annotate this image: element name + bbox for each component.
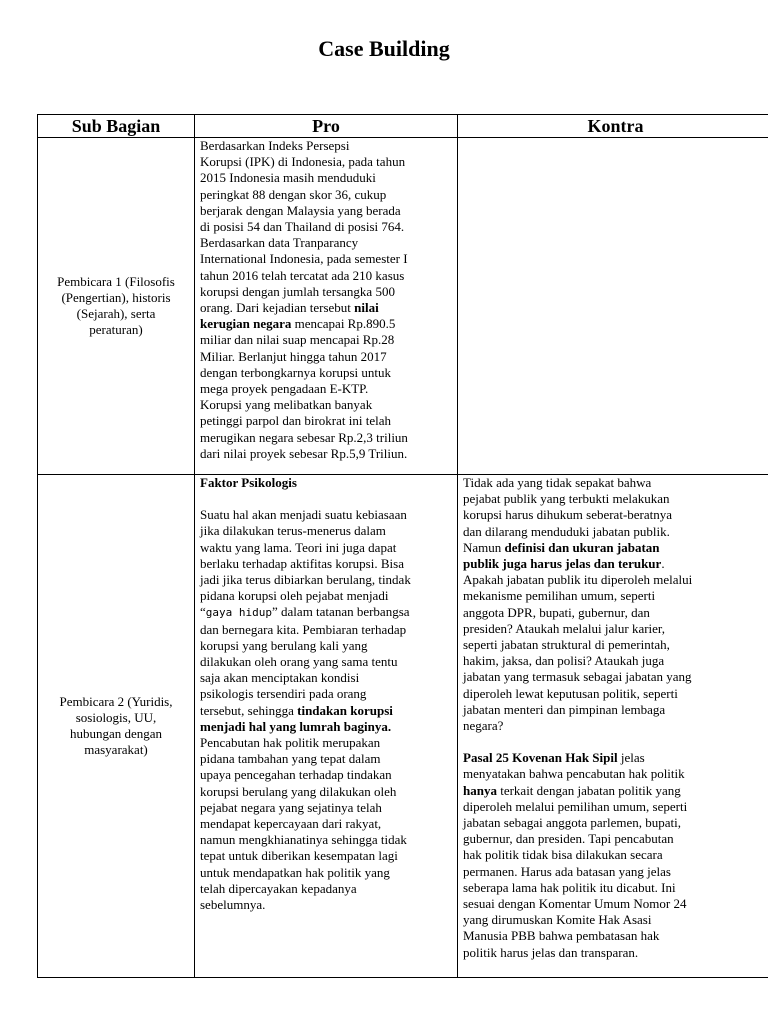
text-line: peringkat 88 dengan skor 36, cukup	[200, 186, 387, 202]
text-span: .	[661, 556, 665, 572]
text-line	[200, 300, 457, 316]
text-line: korupsi dengan jumlah tersangka 500	[200, 283, 395, 299]
text-line: sesuai dengan Komentar Umum Nomor 24	[463, 896, 687, 912]
table-row	[38, 475, 768, 978]
bold-span: tindakan korupsi	[297, 702, 393, 718]
text-line: dan dilarang menduduki jabatan publik.	[463, 523, 670, 539]
text-line	[200, 316, 457, 332]
text-line: Miliar. Berlanjut hingga tahun 2017	[200, 348, 387, 364]
blank-line	[463, 734, 768, 750]
text-line: korupsi harus dihukum seberat-beratnya	[463, 507, 673, 523]
text-span: “	[200, 604, 206, 620]
text-line: presiden? Ataukah melalui jalur karier,	[463, 620, 665, 636]
bold-span: publik juga harus jelas dan terukur	[463, 556, 662, 572]
bold-span: hanya	[463, 782, 497, 798]
text-line: untuk mendapatkan hak politik yang	[200, 864, 390, 880]
text-line	[463, 750, 768, 766]
text-line: pidana tambahan yang tepat dalam	[200, 751, 381, 767]
kontra-cell	[458, 475, 768, 978]
sub-line: peraturan)	[89, 322, 143, 338]
text-line: merugikan negara sebesar Rp.2,3 triliun	[200, 429, 408, 445]
text-line: jabatan yang termasuk sebagai jabatan yang	[463, 669, 692, 685]
text-line: korupsi yang berulang kali yang	[200, 637, 368, 653]
text-line: diperoleh melalui pemilihan umum, seperti	[463, 798, 688, 814]
text-line: berjarak dengan Malaysia yang berada	[200, 202, 401, 218]
pro-cell	[195, 138, 458, 475]
sub-bagian-cell	[38, 138, 195, 475]
text-span: Namun	[463, 539, 505, 555]
text-line: pidana korupsi oleh pejabat menjadi	[200, 588, 389, 604]
text-line: permanen. Harus ada batasan yang jelas	[463, 863, 671, 879]
sub-line: masyarakat)	[84, 742, 148, 758]
text-line: mendapat kepercayaan dari rakyat,	[200, 816, 382, 832]
text-line: menyatakan bahwa pencabutan hak politik	[463, 766, 685, 782]
text-line: International Indonesia, pada semester I	[200, 251, 408, 267]
text-line: tepat untuk diberikan kesempatan lagi	[200, 848, 398, 864]
text-line: tahun 2016 telah tercatat ada 210 kasus	[200, 267, 405, 283]
sub-line: (Sejarah), serta	[76, 306, 156, 321]
text-line: jabatan sebagai anggota parlemen, bupati,	[463, 815, 682, 831]
text-line: petinggi parpol dan birokrat ini telah	[200, 413, 391, 429]
sub-line: (Pengertian), historis	[61, 289, 171, 305]
text-line: Manusia PBB bahwa pembatasan hak	[463, 928, 660, 944]
sub-line: hubungan dengan	[69, 726, 163, 741]
text-line: dengan terbongkarnya korupsi untuk	[200, 364, 391, 380]
sub-line: sosiologis, UU,	[75, 709, 157, 725]
text-line: dan bernegara kita. Pembiaran terhadap	[200, 621, 407, 637]
text-line	[463, 556, 768, 572]
bold-span: kerugian negara	[200, 316, 292, 332]
text-line: hakim, jaksa, dan polisi? Ataukah juga	[463, 653, 665, 669]
bold-line: menjadi hal yang lumrah baginya.	[200, 718, 392, 734]
text-span: ” dalam tatanan berbangsa	[272, 604, 410, 620]
blank-line	[200, 491, 457, 507]
text-line: waktu yang lama. Teori ini juga dapat	[200, 539, 397, 555]
text-line: jabatan menteri dan pimpinan lembaga	[463, 701, 666, 717]
section-heading: Faktor Psikologis	[200, 475, 297, 490]
text-line: Tidak ada yang tidak sepakat bahwa	[463, 475, 652, 490]
text-line: Suatu hal akan menjadi suatu kebiasaan	[200, 507, 407, 523]
text-line: psikologis tersendiri pada orang	[200, 686, 367, 702]
text-line: politik harus jelas dan transparan.	[463, 944, 639, 960]
text-span: mencapai Rp.890.5	[291, 316, 396, 332]
text-line: hak politik tidak bisa dilakukan secara	[463, 847, 663, 863]
text-line: anggota DPR, bupati, gubernur, dan	[463, 604, 650, 620]
text-span: tersebut, sehingga	[200, 702, 298, 718]
sub-bagian-cell	[38, 475, 195, 978]
text-line: di posisi 54 dan Thailand di posisi 764.	[200, 219, 405, 235]
mono-span: gaya hidup	[205, 606, 273, 620]
text-line	[200, 604, 457, 621]
text-line: negara?	[463, 718, 504, 734]
text-line: sebelumnya.	[200, 897, 266, 913]
text-line: diperoleh lewat keputusan politik, seperti	[463, 685, 678, 701]
bold-span: definisi dan ukuran jabatan	[504, 539, 660, 555]
text-line: Pencabutan hak politik merupakan	[200, 735, 381, 751]
table-header-row	[38, 115, 768, 138]
sub-line: Pembicara 2 (Yuridis,	[59, 693, 173, 709]
text-line: jika dilakukan terus-menerus dalam	[200, 523, 386, 539]
header-kontra: Kontra	[458, 115, 768, 138]
bold-span: nilai	[354, 300, 379, 316]
text-line: pejabat negara yang sejatinya telah	[200, 799, 382, 815]
sub-line: Pembicara 1 (Filosofis	[57, 273, 175, 289]
text-line: mega proyek pengadaan E-KTP.	[200, 381, 369, 397]
header-pro: Pro	[195, 115, 458, 138]
bold-span: Pasal 25 Kovenan Hak Sipil	[463, 750, 618, 766]
text-line	[463, 783, 768, 799]
text-line: Korupsi yang melibatkan banyak	[200, 397, 373, 413]
text-line: 2015 Indonesia masih menduduki	[200, 170, 376, 186]
text-line: saja akan menciptakan kondisi	[200, 670, 360, 686]
text-line: telah dipercayakan kepadanya	[200, 880, 357, 896]
text-line: yang dirumuskan Komite Hak Asasi	[463, 912, 652, 928]
text-line: seperti jabatan struktural di pemerintah,	[463, 637, 670, 653]
text-line: miliar dan nilai suap mencapai Rp.28	[200, 332, 395, 348]
text-line	[200, 703, 457, 719]
document-title: Case Building	[318, 36, 450, 61]
text-span: terkait dengan jabatan politik yang	[496, 782, 681, 798]
text-line: Berdasarkan Indeks Persepsi	[200, 138, 350, 153]
table-row	[38, 138, 768, 475]
text-line: jadi jika terus dibiarkan berulang, tindak	[200, 572, 411, 588]
text-line: Apakah jabatan publik itu diperoleh melalui	[463, 572, 693, 588]
text-line: Berdasarkan data Tranparancy	[200, 235, 359, 251]
text-line: seberapa lama hak politik itu dicabut. Ini	[463, 879, 676, 895]
text-line: Korupsi (IPK) di Indonesia, pada tahun	[200, 154, 406, 170]
text-line: pejabat publik yang terbukti melakukan	[463, 491, 670, 507]
header-sub-bagian: Sub Bagian	[38, 115, 195, 138]
text-line: dari nilai proyek sebesar Rp.5,9 Triliun.	[200, 445, 408, 461]
text-span: jelas	[617, 750, 645, 766]
text-line: mekanisme pemilihan umum, seperti	[463, 588, 656, 604]
text-line: upaya pencegahan terhadap tindakan	[200, 767, 392, 783]
text-line: korupsi berulang yang dilakukan oleh	[200, 783, 397, 799]
case-building-table	[37, 114, 768, 978]
text-line	[463, 540, 768, 556]
kontra-cell-empty	[458, 138, 768, 475]
text-line: berlaku terhadap aktifitas korupsi. Bisa	[200, 555, 404, 571]
text-line: dilakukan oleh orang yang sama tentu	[200, 654, 398, 670]
pro-cell	[195, 475, 458, 978]
text-span: orang. Dari kejadian tersebut	[200, 300, 355, 316]
text-line: gubernur, dan presiden. Tapi pencabutan	[463, 831, 674, 847]
text-line: namun mengkhianatinya sehingga tidak	[200, 832, 407, 848]
